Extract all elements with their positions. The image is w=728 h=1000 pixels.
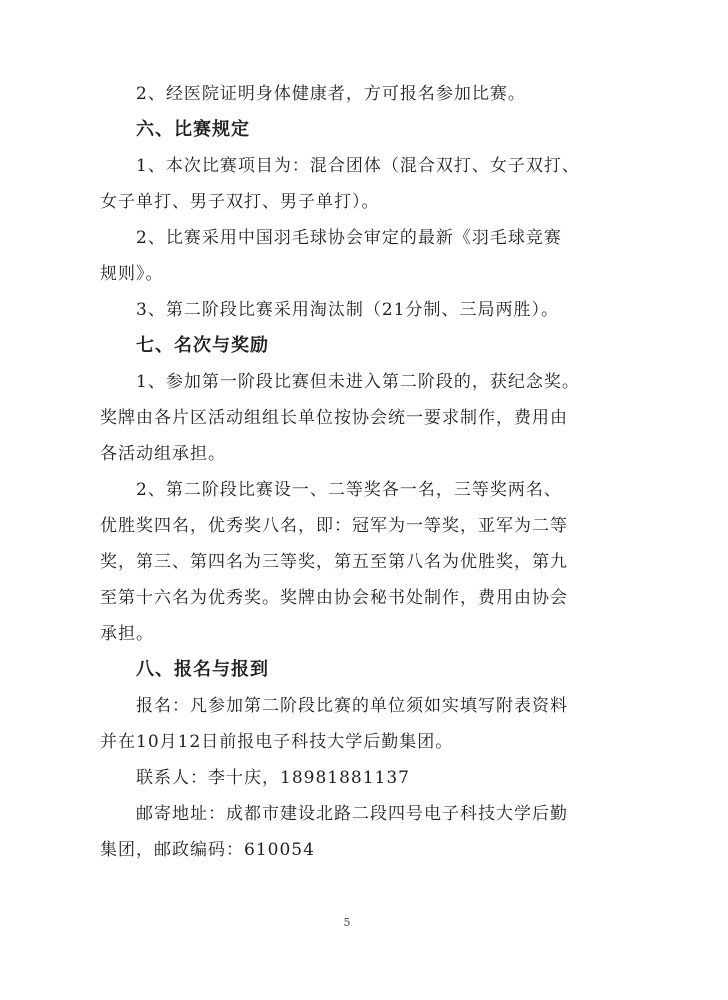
paragraph-commemorative-line-2: 奖牌由各片区活动组组长单位按协会统一要求制作，费用由 <box>100 408 568 428</box>
paragraph-mailing-address-line-2: 集团，邮政编码：610054 <box>100 840 315 860</box>
paragraph-contact-person: 联系人：李十庆，18981881137 <box>136 768 410 788</box>
document-body <box>100 76 628 868</box>
paragraph-events-line-1: 1、本次比赛项目为：混合团体（混合双打、女子双打、 <box>136 156 580 176</box>
section-heading-registration: 八、报名与报到 <box>136 659 269 680</box>
paragraph-commemorative-line-3: 各活动组承担。 <box>100 444 226 464</box>
section-heading-competition-rules: 六、比赛规定 <box>136 119 250 140</box>
paragraph-prizes-line-3: 奖，第三、第四名为三等奖，第五至第八名为优胜奖，第九 <box>100 552 568 572</box>
paragraph-registration-line-1: 报名：凡参加第二阶段比赛的单位须如实填写附表资料 <box>136 696 568 716</box>
page-number: 5 <box>343 916 351 929</box>
paragraph-prizes-line-2: 优胜奖四名，优秀奖八名，即：冠军为一等奖，亚军为二等 <box>100 516 568 536</box>
section-heading-rankings-awards: 七、名次与奖励 <box>136 335 269 356</box>
paragraph-mailing-address-line-1: 邮寄地址：成都市建设北路二段四号电子科技大学后勤 <box>136 804 568 824</box>
paragraph-health-requirement: 2、经医院证明身体健康者，方可报名参加比赛。 <box>136 84 526 104</box>
paragraph-rules-line-1: 2、比赛采用中国羽毛球协会审定的最新《羽毛球竞赛 <box>136 228 562 248</box>
paragraph-prizes-line-1: 2、第二阶段比赛设一、二等奖各一名，三等奖两名、 <box>136 480 562 500</box>
paragraph-commemorative-line-1: 1、参加第一阶段比赛但未进入第二阶段的，获纪念奖。 <box>136 372 580 392</box>
paragraph-prizes-line-4: 至第十六名为优秀奖。奖牌由协会秘书处制作，费用由协会 <box>100 588 568 608</box>
paragraph-knockout-format: 3、第二阶段比赛采用淘汰制（21分制、三局两胜）。 <box>136 300 559 320</box>
paragraph-rules-line-2: 规则》。 <box>100 264 164 284</box>
paragraph-events-line-2: 女子单打、男子双打、男子单打）。 <box>100 192 380 212</box>
paragraph-prizes-line-5: 承担。 <box>100 624 154 644</box>
paragraph-registration-line-2: 并在10月12日前报电子科技大学后勤集团。 <box>100 732 454 752</box>
